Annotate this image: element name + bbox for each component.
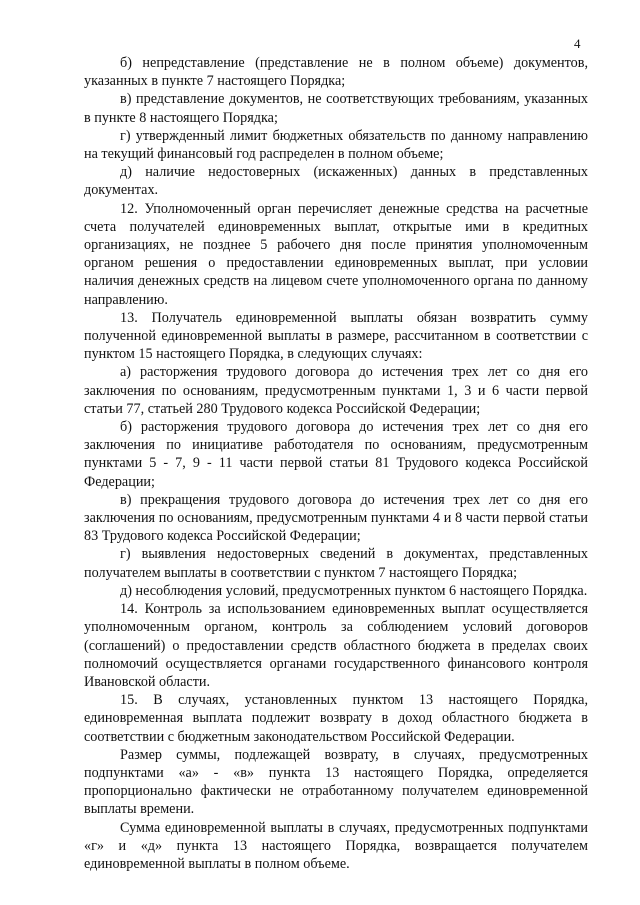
paragraph-item-d-false-data: д) наличие недостоверных (искаженных) данных в представленных документах. (84, 164, 588, 199)
paragraph-item-g-limit-distributed: г) утвержденный лимит бюджетных обязательств по данному направлению на текущий финансовый год распределен в полном объеме; (84, 127, 588, 163)
paragraph-13a-termination: а) расторжения трудового договора до истечения трех лет со дня его заключения по основаниям, предусмотренным пунктами 1, 3 и 6 части первой статьи 77, статьей 280 Трудового кодекса Российской Федерации; (84, 364, 588, 417)
paragraph-14-control: 14. Контроль за использованием единовременных выплат осуществляется уполномоченным органом, контроль за соблюдением условий договоров (соглашений) о предоставлении средств областного бюджета в пределах своих полномочий осуществляется органами государственного финансового контроля Ивановской области. (84, 601, 588, 690)
paragraph-12-transfer: 12. Уполномоченный орган перечисляет денежные средства на расчетные счета получателей единовременных выплат, открытые ими в кредитных организациях, не позднее 5 рабочего дня после принятия уполномоченным органом решения о предоставлении единовременных выплат, при условии наличия денежных средств на лицевом счете уполномоченного органа по данному направлению. (84, 200, 588, 308)
paragraph-13d-conditions-breach: д) несоблюдения условий, предусмотренных пунктом 6 настоящего Порядка. (120, 582, 588, 599)
paragraph-refund-amount-proportional: Размер суммы, подлежащей возврату, в случаях, предусмотренных подпунктами «а» - «в» пункта 13 настоящего Порядка, определяется пропорционально фактически не отработанному получателем единовременной выплаты времени. (84, 746, 588, 818)
paragraph-item-b-nonsubmission: б) непредставление (представление не в полном объеме) документов, указанных в пункте 7 настоящего Порядка; (84, 55, 588, 90)
paragraph-13v-contract-end: в) прекращения трудового договора до истечения трех лет со дня его заключения по основаниям, предусмотренным пунктами 4 и 8 части первой статьи 83 Трудового кодекса Российской Федерации; (84, 491, 588, 545)
paragraph-item-v-noncompliant-docs: в) представление документов, не соответствующих требованиям, указанных в пункте 8 настоящего Порядка; (84, 91, 588, 126)
paragraph-refund-full-amount: Сумма единовременной выплаты в случаях, предусмотренных подпунктами «г» и «д» пункта 13 настоящего Порядка, возвращается получателем единовременной выплаты в полном объеме. (84, 819, 588, 872)
paragraph-13-return-obligation: 13. Получатель единовременной выплаты обязан возвратить сумму полученной единовременной выплаты в размере, рассчитанном в соответствии с пунктом 15 настоящего Порядка, в следующих случаях: (84, 309, 588, 363)
page-number: 4 (574, 36, 581, 51)
paragraph-13b-employer-initiative: б) расторжения трудового договора до истечения трех лет со дня его заключения по инициативе работодателя по основаниям, предусмотренным пунктами 5 - 7, 9 - 11 части первой статьи 81 Трудового кодекса Российской Федерации; (84, 419, 588, 490)
document-body (84, 54, 588, 873)
paragraph-13g-false-info: г) выявления недостоверных сведений в документах, представленных получателем выплаты в соответствии с пунктом 7 настоящего Порядка; (84, 546, 588, 581)
paragraph-15-refund: 15. В случаях, установленных пунктом 13 настоящего Порядка, единовременная выплата подлежит возврату в доход областного бюджета в соответствии с бюджетным законодательством Российской Федерации. (84, 692, 588, 745)
